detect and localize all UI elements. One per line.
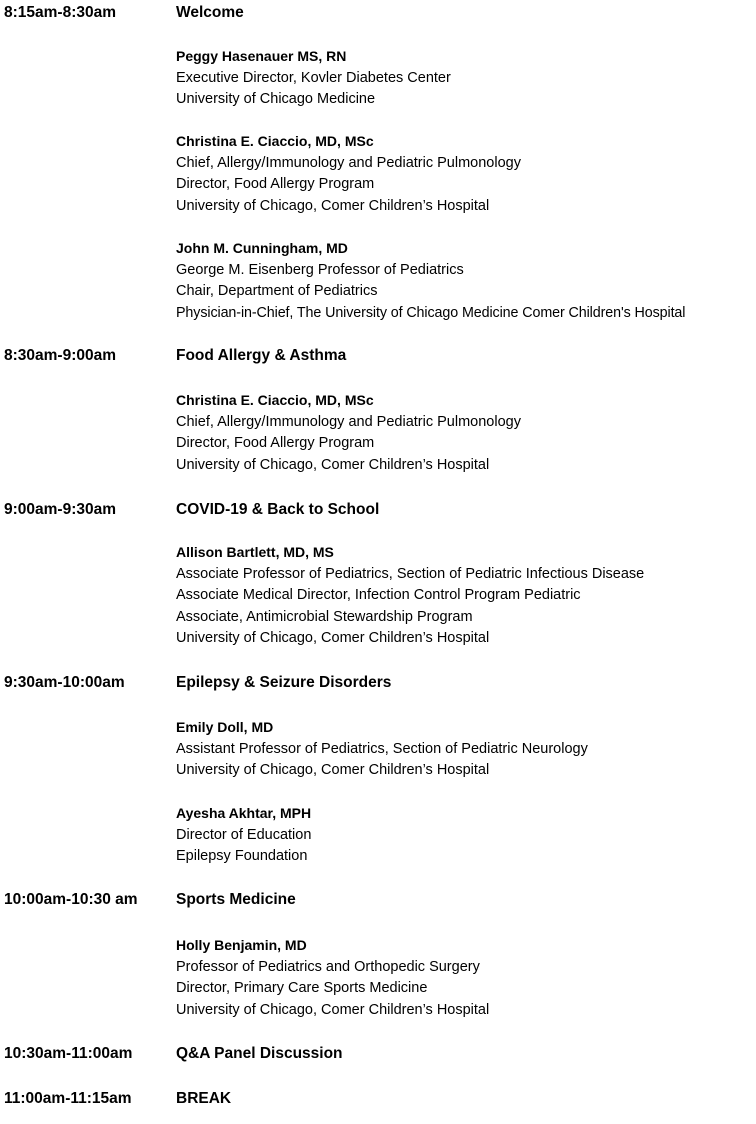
speaker-role: Director of Education [176, 826, 312, 843]
speaker-role: George M. Eisenberg Professor of Pediatrics [176, 261, 464, 278]
speaker-affiliation: University of Chicago, Comer Children’s Hospital [176, 630, 490, 646]
speaker-name: Ayesha Akhtar, MPH [176, 805, 312, 821]
session-time: 10:30am-11:00am [4, 1045, 133, 1062]
speaker-name: Peggy Hasenauer MS, RN [176, 48, 347, 64]
session-time: 8:30am-9:00am [4, 347, 117, 364]
speaker-affiliation: University of Chicago, Comer Children’s Hospital [176, 197, 490, 214]
speaker-role: Physician-in-Chief, The University of Chicago Medicine Comer Children's Hospital [176, 304, 686, 321]
speaker-role: Associate Medical Director, Infection Control Program Pediatric [176, 587, 581, 603]
speaker-block [176, 803, 756, 868]
speaker-role: Associate, Antimicrobial Stewardship Program [176, 608, 473, 625]
speaker-name: Christina E. Ciaccio, MD, MSc [176, 133, 374, 149]
speaker-affiliation: Epilepsy Foundation [176, 848, 308, 864]
speaker-affiliation: University of Chicago, Comer Children’s Hospital [176, 1001, 490, 1018]
speaker-affiliation: University of Chicago, Comer Children’s Hospital [176, 762, 490, 778]
speaker-role: Chair, Department of Pediatrics [176, 283, 378, 299]
session-time: 11:00am-11:15am [4, 1090, 132, 1107]
speaker-role: Associate Professor of Pediatrics, Section of Pediatric Infectious Disease [176, 565, 645, 582]
speaker-block [176, 935, 756, 1021]
speaker-name: Emily Doll, MD [176, 719, 274, 735]
speaker-name: Allison Bartlett, MD, MS [176, 544, 334, 560]
speaker-name: Holly Benjamin, MD [176, 937, 307, 953]
speaker-role: Director, Primary Care Sports Medicine [176, 980, 428, 996]
session-time: 10:00am-10:30 am [4, 891, 138, 908]
speaker-role: Assistant Professor of Pediatrics, Section of Pediatric Neurology [176, 740, 588, 757]
session-title: Food Allergy & Asthma [176, 347, 347, 364]
speaker-role: Chief, Allergy/Immunology and Pediatric Pulmonology [176, 154, 521, 171]
session-title: Sports Medicine [176, 891, 296, 908]
session-time: 9:00am-9:30am [4, 501, 117, 518]
speaker-role: Professor of Pediatrics and Orthopedic Surgery [176, 958, 480, 975]
session-time: 9:30am-10:00am [4, 674, 125, 691]
session-title: BREAK [176, 1090, 232, 1107]
session-title: Q&A Panel Discussion [176, 1045, 343, 1062]
speaker-affiliation: University of Chicago, Comer Children’s Hospital [176, 456, 490, 473]
speaker-block [176, 238, 756, 324]
session-title: COVID-19 & Back to School [176, 501, 380, 518]
speaker-block [176, 542, 756, 650]
speaker-block [176, 390, 756, 476]
speaker-role: Director, Food Allergy Program [176, 176, 375, 192]
session-title: Welcome [176, 4, 244, 21]
speaker-name: Christina E. Ciaccio, MD, MSc [176, 392, 374, 408]
speaker-block [176, 131, 756, 217]
session-time: 8:15am-8:30am [4, 4, 117, 21]
speaker-role: Chief, Allergy/Immunology and Pediatric Pulmonology [176, 413, 521, 430]
speaker-role: Director, Food Allergy Program [176, 435, 375, 451]
session-title: Epilepsy & Seizure Disorders [176, 674, 392, 691]
speaker-affiliation: University of Chicago Medicine [176, 91, 376, 107]
speaker-role: Executive Director, Kovler Diabetes Center [176, 69, 451, 86]
speaker-name: John M. Cunningham, MD [176, 240, 348, 256]
speaker-block [176, 46, 756, 111]
speaker-block [176, 717, 756, 782]
